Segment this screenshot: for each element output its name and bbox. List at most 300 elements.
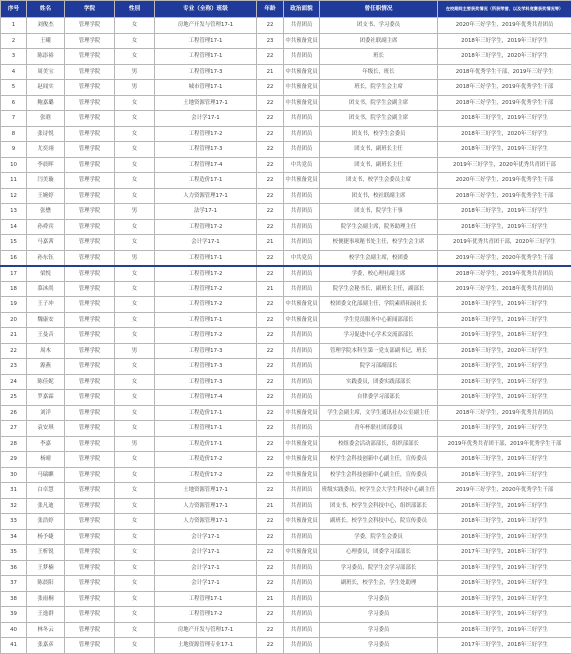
cell-college: 管理学院 bbox=[65, 343, 115, 359]
cell-age: 22 bbox=[257, 545, 284, 561]
cell-political-status: 中共预备党员 bbox=[284, 405, 320, 421]
cell-political-status: 中共预备党员 bbox=[284, 64, 320, 80]
cell-gender: 女 bbox=[115, 157, 155, 173]
cell-gender: 女 bbox=[115, 529, 155, 545]
cell-positions: 学习委员 bbox=[320, 638, 438, 654]
cell-age: 22 bbox=[257, 157, 284, 173]
cell-gender: 女 bbox=[115, 514, 155, 530]
cell-index: 26 bbox=[1, 405, 27, 421]
cell-awards: 2018年三好学生，2019年三好学生 bbox=[438, 452, 571, 468]
cell-awards: 2018年三好学生，2019年三好学生 bbox=[438, 607, 571, 623]
cell-name: 陈添裕 bbox=[27, 49, 65, 65]
cell-political-status: 中共党员 bbox=[284, 157, 320, 173]
table-row bbox=[1, 514, 571, 530]
cell-political-status: 共青团员 bbox=[284, 328, 320, 344]
cell-political-status: 共青团员 bbox=[284, 591, 320, 607]
cell-name: 张雨桐 bbox=[27, 591, 65, 607]
cell-index: 14 bbox=[1, 219, 27, 235]
cell-major-class: 工程管理17-1 bbox=[155, 312, 257, 328]
cell-age: 22 bbox=[257, 188, 284, 204]
cell-college: 管理学院 bbox=[65, 142, 115, 158]
table-row bbox=[1, 204, 571, 220]
cell-college: 管理学院 bbox=[65, 281, 115, 297]
cell-index: 35 bbox=[1, 545, 27, 561]
cell-college: 管理学院 bbox=[65, 111, 115, 127]
cell-gender: 女 bbox=[115, 219, 155, 235]
table-row bbox=[1, 188, 571, 204]
cell-gender: 女 bbox=[115, 374, 155, 390]
cell-index: 11 bbox=[1, 173, 27, 189]
cell-college: 管理学院 bbox=[65, 312, 115, 328]
cell-age: 22 bbox=[257, 173, 284, 189]
table-row bbox=[1, 374, 571, 390]
table-row bbox=[1, 436, 571, 452]
cell-name: 杨予婕 bbox=[27, 529, 65, 545]
table-row bbox=[1, 638, 571, 654]
cell-name: 陈晨阳 bbox=[27, 576, 65, 592]
cell-gender: 女 bbox=[115, 18, 155, 34]
cell-political-status: 共青团员 bbox=[284, 188, 320, 204]
cell-index: 39 bbox=[1, 607, 27, 623]
cell-political-status: 共青团员 bbox=[284, 49, 320, 65]
cell-gender: 女 bbox=[115, 33, 155, 49]
cell-college: 管理学院 bbox=[65, 173, 115, 189]
cell-gender: 女 bbox=[115, 297, 155, 313]
cell-political-status: 中共党员 bbox=[284, 250, 320, 266]
cell-political-status: 中共预备党员 bbox=[284, 33, 320, 49]
table-row bbox=[1, 390, 571, 406]
cell-awards: 2018年三好学生，2020年三好学生 bbox=[438, 126, 571, 142]
cell-political-status: 中共预备党员 bbox=[284, 95, 320, 111]
cell-positions: 团支书，校学生会委员主席 bbox=[320, 173, 438, 189]
cell-positions: 校团委文化部副主任，学院素质拓展社长 bbox=[320, 297, 438, 313]
cell-gender: 女 bbox=[115, 576, 155, 592]
cell-awards: 2018年三好学生，2019年三好学生 bbox=[438, 529, 571, 545]
cell-political-status: 中共预备党员 bbox=[284, 297, 320, 313]
cell-index: 1 bbox=[1, 18, 27, 34]
cell-major-class: 人力资源管理17-1 bbox=[155, 514, 257, 530]
cell-index: 33 bbox=[1, 514, 27, 530]
cell-college: 管理学院 bbox=[65, 638, 115, 654]
cell-name: 张懋 bbox=[27, 204, 65, 220]
cell-positions: 副班长，校学生会，学生处助理 bbox=[320, 576, 438, 592]
cell-awards: 2019年优秀共青团干部，2020年三好学生 bbox=[438, 235, 571, 251]
cell-political-status: 共青团员 bbox=[284, 560, 320, 576]
cell-political-status: 共青团员 bbox=[284, 343, 320, 359]
cell-gender: 女 bbox=[115, 390, 155, 406]
cell-age: 22 bbox=[257, 514, 284, 530]
cell-index: 40 bbox=[1, 622, 27, 638]
cell-major-class: 会计学17-1 bbox=[155, 545, 257, 561]
cell-positions: 班长 bbox=[320, 49, 438, 65]
cell-name: 张晗 bbox=[27, 111, 65, 127]
table-row bbox=[1, 111, 571, 127]
cell-political-status: 中共预备党员 bbox=[284, 545, 320, 561]
cell-college: 管理学院 bbox=[65, 297, 115, 313]
cell-age: 22 bbox=[257, 607, 284, 623]
cell-major-class: 城市管理17-1 bbox=[155, 80, 257, 96]
cell-awards: 2018年三好学生，2019年优秀学生干部 bbox=[438, 80, 571, 96]
table-row bbox=[1, 328, 571, 344]
cell-index: 12 bbox=[1, 188, 27, 204]
table-row bbox=[1, 421, 571, 437]
cell-gender: 女 bbox=[115, 638, 155, 654]
cell-name: 王曦 bbox=[27, 33, 65, 49]
cell-age: 22 bbox=[257, 622, 284, 638]
cell-political-status: 共青团员 bbox=[284, 483, 320, 499]
cell-college: 管理学院 bbox=[65, 219, 115, 235]
cell-positions: 学习委员 bbox=[320, 622, 438, 638]
cell-age: 22 bbox=[257, 638, 284, 654]
cell-awards: 2018年三好学生，2020年三好学生 bbox=[438, 343, 571, 359]
cell-index: 23 bbox=[1, 359, 27, 375]
cell-gender: 女 bbox=[115, 126, 155, 142]
table-row bbox=[1, 591, 571, 607]
cell-gender: 女 bbox=[115, 188, 155, 204]
cell-name: 李晨晖 bbox=[27, 157, 65, 173]
cell-political-status: 共青团员 bbox=[284, 219, 320, 235]
cell-name: 源燕 bbox=[27, 359, 65, 375]
cell-major-class: 会计学17-1 bbox=[155, 235, 257, 251]
cell-major-class: 工程管理17-2 bbox=[155, 126, 257, 142]
cell-political-status: 共青团员 bbox=[284, 111, 320, 127]
cell-positions: 学习委员，院学生会学习部部长 bbox=[320, 560, 438, 576]
cell-major-class: 土地资源管理专业17-1 bbox=[155, 638, 257, 654]
cell-awards: 2017年三好学生，2018年三好学生 bbox=[438, 638, 571, 654]
cell-index: 34 bbox=[1, 529, 27, 545]
cell-political-status: 共青团员 bbox=[284, 126, 320, 142]
cell-political-status: 共青团员 bbox=[284, 235, 320, 251]
cell-major-class: 工程管理17-1 bbox=[155, 591, 257, 607]
cell-awards: 2018年三好学生，2019年三好学生 bbox=[438, 498, 571, 514]
cell-major-class: 人力资源管理17-1 bbox=[155, 188, 257, 204]
cell-college: 管理学院 bbox=[65, 607, 115, 623]
cell-political-status: 共青团员 bbox=[284, 359, 320, 375]
cell-positions: 院学生会秘书长，副班长主任，副部长 bbox=[320, 281, 438, 297]
cell-name: 梁悦 bbox=[27, 266, 65, 282]
cell-age: 22 bbox=[257, 405, 284, 421]
cell-index: 3 bbox=[1, 49, 27, 65]
cell-age: 22 bbox=[257, 359, 284, 375]
cell-positions: 学委，校心理社副主席 bbox=[320, 266, 438, 282]
cell-name: 闫美璇 bbox=[27, 173, 65, 189]
cell-gender: 男 bbox=[115, 80, 155, 96]
cell-gender: 女 bbox=[115, 591, 155, 607]
table-body bbox=[1, 18, 571, 654]
cell-name: 杨晴 bbox=[27, 452, 65, 468]
cell-college: 管理学院 bbox=[65, 157, 115, 173]
cell-name: 袁安琪 bbox=[27, 421, 65, 437]
header-index: 序号 bbox=[1, 1, 27, 18]
cell-college: 管理学院 bbox=[65, 374, 115, 390]
cell-gender: 女 bbox=[115, 173, 155, 189]
cell-awards: 2018年三好学生，2020年三好学生 bbox=[438, 49, 571, 65]
cell-major-class: 工程造价17-1 bbox=[155, 173, 257, 189]
cell-college: 管理学院 bbox=[65, 80, 115, 96]
header-positions-held: 曾任职情况 bbox=[320, 1, 438, 18]
cell-political-status: 共青团员 bbox=[284, 266, 320, 282]
cell-college: 管理学院 bbox=[65, 204, 115, 220]
cell-age: 22 bbox=[257, 529, 284, 545]
table-row bbox=[1, 281, 571, 297]
cell-college: 管理学院 bbox=[65, 498, 115, 514]
cell-positions: 团支书，院学生会副主席 bbox=[320, 95, 438, 111]
cell-awards: 2018年三好学生，2019年三好学生 bbox=[438, 297, 571, 313]
cell-awards: 2020年三好学生，2019年优秀共青团员 bbox=[438, 18, 571, 34]
cell-index: 9 bbox=[1, 142, 27, 158]
cell-index: 4 bbox=[1, 64, 27, 80]
cell-age: 21 bbox=[257, 64, 284, 80]
table-row bbox=[1, 64, 571, 80]
cell-positions: 班级实践委员，校学生会大学生科技中心副主任 bbox=[320, 483, 438, 499]
cell-positions: 自律委学习部部长 bbox=[320, 390, 438, 406]
cell-college: 管理学院 bbox=[65, 622, 115, 638]
header-college: 学院 bbox=[65, 1, 115, 18]
cell-positions: 团支书、学习委员 bbox=[320, 18, 438, 34]
cell-political-status: 中共预备党员 bbox=[284, 173, 320, 189]
cell-age: 21 bbox=[257, 235, 284, 251]
cell-awards: 2018年三好学生，2019年三好学生 bbox=[438, 560, 571, 576]
cell-major-class: 土地资源管理17-1 bbox=[155, 95, 257, 111]
cell-index: 22 bbox=[1, 343, 27, 359]
cell-gender: 女 bbox=[115, 622, 155, 638]
cell-gender: 女 bbox=[115, 266, 155, 282]
table-row bbox=[1, 343, 571, 359]
cell-age: 22 bbox=[257, 18, 284, 34]
cell-political-status: 共青团员 bbox=[284, 576, 320, 592]
cell-index: 2 bbox=[1, 33, 27, 49]
cell-name: 张诗悦 bbox=[27, 126, 65, 142]
cell-age: 22 bbox=[257, 49, 284, 65]
cell-gender: 女 bbox=[115, 312, 155, 328]
cell-index: 31 bbox=[1, 483, 27, 499]
cell-major-class: 工程管理17-3 bbox=[155, 343, 257, 359]
cell-major-class: 会计学17-1 bbox=[155, 560, 257, 576]
table-row bbox=[1, 173, 571, 189]
cell-age: 22 bbox=[257, 576, 284, 592]
cell-age: 22 bbox=[257, 266, 284, 282]
cell-college: 管理学院 bbox=[65, 452, 115, 468]
cell-name: 张浩婷 bbox=[27, 514, 65, 530]
cell-age: 22 bbox=[257, 390, 284, 406]
table-row bbox=[1, 545, 571, 561]
cell-awards: 2019年三好学生，2020年优秀学生干部 bbox=[438, 250, 571, 266]
cell-gender: 女 bbox=[115, 607, 155, 623]
cell-awards: 2018年三好学生，2019年三好学生 bbox=[438, 390, 571, 406]
cell-college: 管理学院 bbox=[65, 405, 115, 421]
cell-awards: 2018年三好学生，2019年三好学生 bbox=[438, 204, 571, 220]
cell-college: 管理学院 bbox=[65, 576, 115, 592]
cell-major-class: 工程管理17-4 bbox=[155, 157, 257, 173]
cell-positions: 年级长，班长 bbox=[320, 64, 438, 80]
cell-gender: 女 bbox=[115, 281, 155, 297]
cell-college: 管理学院 bbox=[65, 483, 115, 499]
cell-index: 28 bbox=[1, 436, 27, 452]
cell-major-class: 工程造价17-1 bbox=[155, 436, 257, 452]
cell-awards: 2018年三好学生，2019年优秀学生干部 bbox=[438, 95, 571, 111]
cell-college: 管理学院 bbox=[65, 545, 115, 561]
cell-age: 22 bbox=[257, 297, 284, 313]
table-row bbox=[1, 622, 571, 638]
cell-political-status: 共青团员 bbox=[284, 374, 320, 390]
cell-positions: 青年杯联社团部委员 bbox=[320, 421, 438, 437]
cell-age: 22 bbox=[257, 250, 284, 266]
cell-index: 30 bbox=[1, 467, 27, 483]
cell-index: 27 bbox=[1, 421, 27, 437]
cell-name: 赵闻实 bbox=[27, 80, 65, 96]
cell-gender: 女 bbox=[115, 405, 155, 421]
cell-positions: 学习委员 bbox=[320, 591, 438, 607]
cell-age: 22 bbox=[257, 219, 284, 235]
cell-major-class: 工程管理17-3 bbox=[155, 142, 257, 158]
cell-major-class: 工程造价17-2 bbox=[155, 467, 257, 483]
cell-major-class: 土地资源管理17-1 bbox=[155, 483, 257, 499]
cell-major-class: 工程管理17-3 bbox=[155, 64, 257, 80]
cell-gender: 女 bbox=[115, 483, 155, 499]
table-row bbox=[1, 157, 571, 173]
cell-name: 李嘉 bbox=[27, 436, 65, 452]
cell-awards: 2017年三好学生，2018年三好学生 bbox=[438, 545, 571, 561]
cell-age: 22 bbox=[257, 312, 284, 328]
cell-gender: 男 bbox=[115, 64, 155, 80]
cell-positions: 校组委会活动部部长，组织部部长 bbox=[320, 436, 438, 452]
table-row bbox=[1, 483, 571, 499]
cell-political-status: 共青团员 bbox=[284, 281, 320, 297]
cell-awards: 2018年三好学生，2019年三好学生 bbox=[438, 359, 571, 375]
cell-index: 6 bbox=[1, 95, 27, 111]
cell-name: 孙舜宾 bbox=[27, 219, 65, 235]
cell-college: 管理学院 bbox=[65, 188, 115, 204]
cell-age: 22 bbox=[257, 452, 284, 468]
table-row bbox=[1, 18, 571, 34]
cell-name: 马嘉茜 bbox=[27, 235, 65, 251]
table-row bbox=[1, 142, 571, 158]
cell-awards: 2018年三好学生，2019年三好学生 bbox=[438, 514, 571, 530]
cell-positions: 校学生会科技创新中心副主任，宣传委员 bbox=[320, 452, 438, 468]
cell-awards: 2019年三好学生，2018年三好学生 bbox=[438, 328, 571, 344]
cell-major-class: 工程管理17-2 bbox=[155, 281, 257, 297]
cell-college: 管理学院 bbox=[65, 33, 115, 49]
cell-political-status: 共青团员 bbox=[284, 204, 320, 220]
cell-index: 37 bbox=[1, 576, 27, 592]
cell-name: 孙东钰 bbox=[27, 250, 65, 266]
cell-positions: 团支书，校学生会科技中心，组织部部长 bbox=[320, 498, 438, 514]
cell-awards: 2018年三好学生，2019年优秀学生干部 bbox=[438, 188, 571, 204]
table-row bbox=[1, 576, 571, 592]
cell-age: 22 bbox=[257, 328, 284, 344]
cell-positions: 校学生会副主席，校团委 bbox=[320, 250, 438, 266]
cell-major-class: 人力资源管理17-1 bbox=[155, 498, 257, 514]
cell-gender: 女 bbox=[115, 452, 155, 468]
cell-political-status: 中共预备党员 bbox=[284, 467, 320, 483]
cell-political-status: 中共预备党员 bbox=[284, 436, 320, 452]
cell-name: 王婉婷 bbox=[27, 188, 65, 204]
cell-age: 22 bbox=[257, 560, 284, 576]
table-row bbox=[1, 297, 571, 313]
cell-awards: 2018年三好学生，2019年三好学生 bbox=[438, 622, 571, 638]
header-name: 姓名 bbox=[27, 1, 65, 18]
cell-age: 22 bbox=[257, 421, 284, 437]
table-row bbox=[1, 359, 571, 375]
cell-gender: 男 bbox=[115, 436, 155, 452]
cell-age: 21 bbox=[257, 498, 284, 514]
cell-political-status: 中共预备党员 bbox=[284, 312, 320, 328]
cell-political-status: 共青团员 bbox=[284, 638, 320, 654]
table-row bbox=[1, 250, 571, 266]
cell-positions: 团支书，副班长主任 bbox=[320, 157, 438, 173]
cell-name: 王曼音 bbox=[27, 328, 65, 344]
cell-age: 21 bbox=[257, 281, 284, 297]
cell-political-status: 共青团员 bbox=[284, 390, 320, 406]
cell-major-class: 工程管理17-1 bbox=[155, 421, 257, 437]
cell-college: 管理学院 bbox=[65, 390, 115, 406]
table-row bbox=[1, 126, 571, 142]
cell-major-class: 会计学17-1 bbox=[155, 576, 257, 592]
cell-positions: 团支书，校社联副主席 bbox=[320, 188, 438, 204]
cell-index: 18 bbox=[1, 281, 27, 297]
cell-gender: 女 bbox=[115, 467, 155, 483]
cell-awards: 2018年三好学生，2019年三好学生 bbox=[438, 591, 571, 607]
cell-major-class: 工程管理17-1 bbox=[155, 33, 257, 49]
cell-name: 王析锐 bbox=[27, 545, 65, 561]
cell-age: 22 bbox=[257, 142, 284, 158]
cell-age: 22 bbox=[257, 126, 284, 142]
cell-name: 王子冲 bbox=[27, 297, 65, 313]
cell-positions: 心理委员，团委学习部部长 bbox=[320, 545, 438, 561]
cell-college: 管理学院 bbox=[65, 591, 115, 607]
cell-age: 22 bbox=[257, 111, 284, 127]
cell-major-class: 工程管理17-3 bbox=[155, 374, 257, 390]
cell-index: 29 bbox=[1, 452, 27, 468]
header-gender: 性别 bbox=[115, 1, 155, 18]
cell-positions: 班长，院学生会主席 bbox=[320, 80, 438, 96]
cell-major-class: 工程造价17-2 bbox=[155, 452, 257, 468]
cell-political-status: 共青团员 bbox=[284, 622, 320, 638]
table-row bbox=[1, 95, 571, 111]
cell-name: 王逸群 bbox=[27, 607, 65, 623]
cell-awards: 2018年三好学生，2019年三好学生 bbox=[438, 219, 571, 235]
cell-major-class: 工程管理17-1 bbox=[155, 250, 257, 266]
cell-college: 管理学院 bbox=[65, 18, 115, 34]
cell-college: 管理学院 bbox=[65, 421, 115, 437]
cell-positions: 院学生会副主席，院务助理主任 bbox=[320, 219, 438, 235]
cell-awards: 2018年三好学生，2019年三好学生 bbox=[438, 33, 571, 49]
cell-index: 7 bbox=[1, 111, 27, 127]
cell-political-status: 中共预备党员 bbox=[284, 514, 320, 530]
header-age: 年龄 bbox=[257, 1, 284, 18]
cell-major-class: 工程管理17-2 bbox=[155, 328, 257, 344]
cell-positions: 团支书，院学生会副主席 bbox=[320, 111, 438, 127]
cell-age: 21 bbox=[257, 591, 284, 607]
cell-college: 管理学院 bbox=[65, 64, 115, 80]
cell-awards: 2019年三好学生，2020年优秀学生干部 bbox=[438, 483, 571, 499]
cell-index: 15 bbox=[1, 235, 27, 251]
cell-college: 管理学院 bbox=[65, 95, 115, 111]
cell-major-class: 工程管理17-2 bbox=[155, 607, 257, 623]
table-row bbox=[1, 467, 571, 483]
table-row bbox=[1, 219, 571, 235]
table-header-row bbox=[1, 1, 571, 18]
cell-index: 41 bbox=[1, 638, 27, 654]
cell-index: 17 bbox=[1, 266, 27, 282]
cell-age: 23 bbox=[257, 33, 284, 49]
cell-major-class: 工程管理17-4 bbox=[155, 390, 257, 406]
table-row bbox=[1, 266, 571, 282]
cell-political-status: 共青团员 bbox=[284, 529, 320, 545]
table-row bbox=[1, 452, 571, 468]
cell-gender: 女 bbox=[115, 359, 155, 375]
cell-age: 22 bbox=[257, 80, 284, 96]
